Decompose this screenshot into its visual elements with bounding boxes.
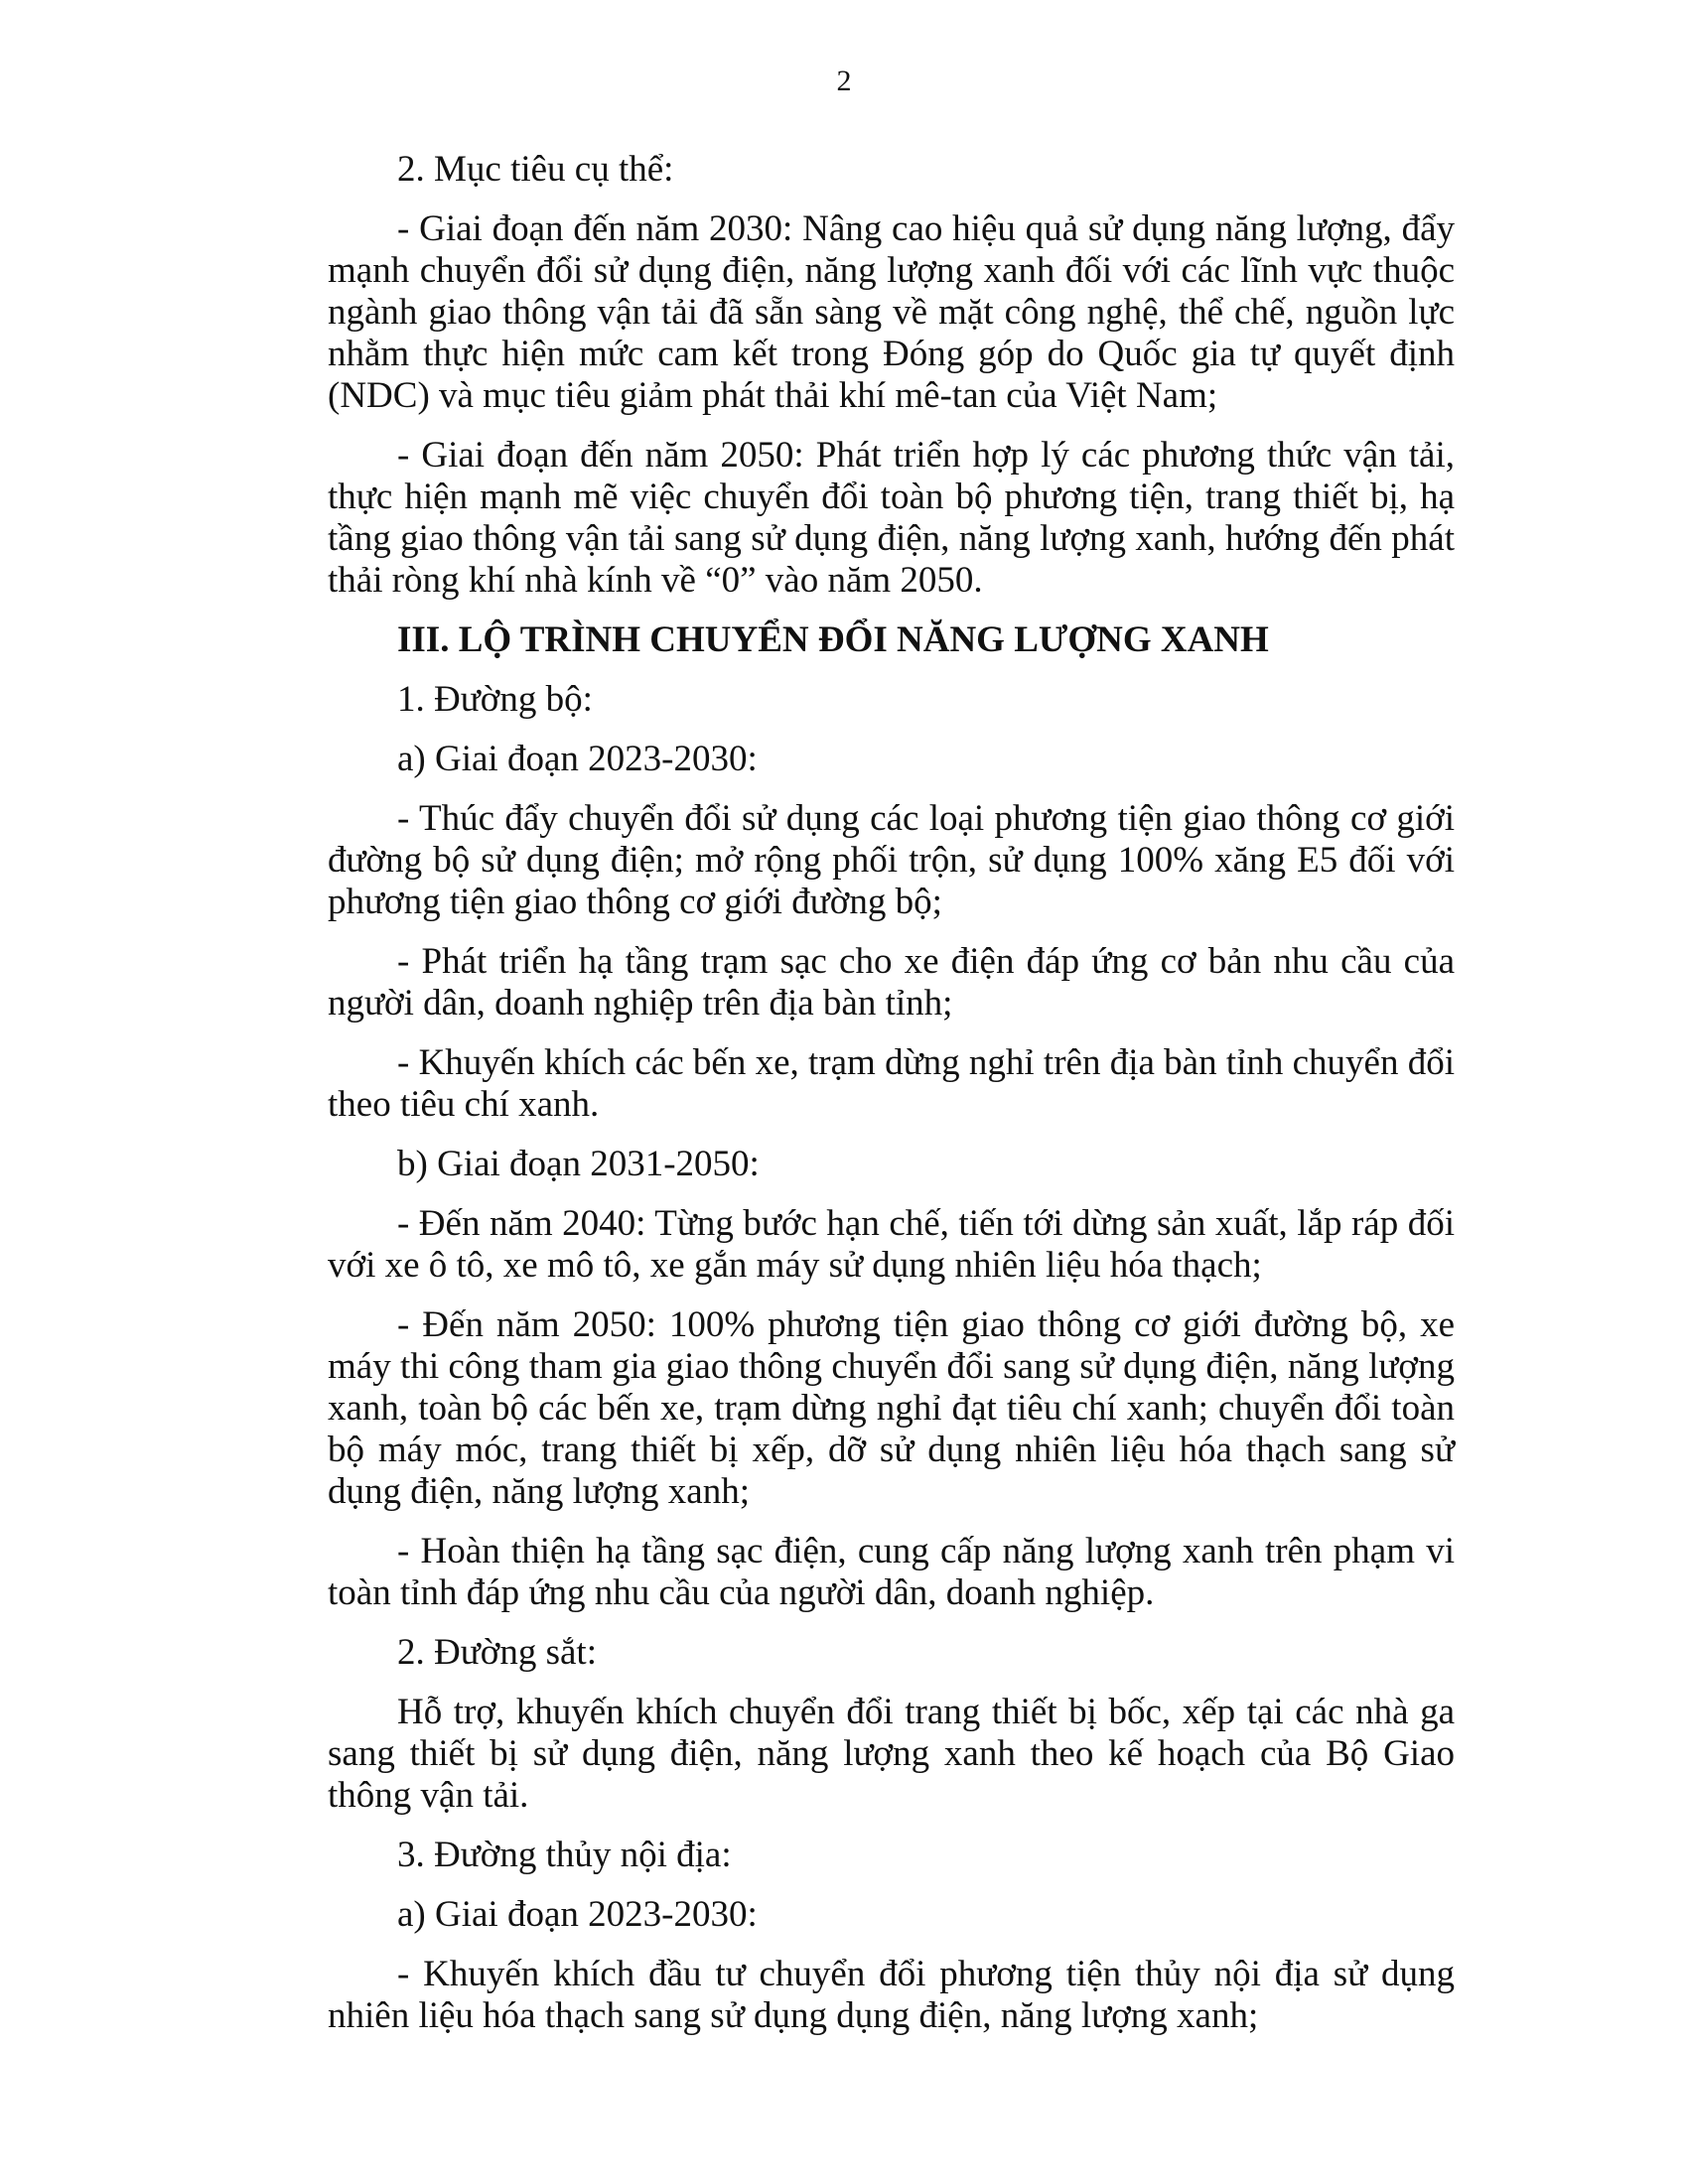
paragraph-2030-goal: - Giai đoạn đến năm 2030: Nâng cao hiệu quả sử dụng năng lượng, đẩy mạnh chuyển đổi sử dụng điện, năng lượng xanh đối với các lĩnh vực thuộc ngành giao thông vận tải đã sẵn sàng về mặt công nghệ, thể chế, nguồn lực nhằm thực hiện mức cam kết trong Đóng góp do Quốc gia tự quyết định (NDC) và mục tiêu giảm phát thải khí mê-tan của Việt Nam;: [328, 208, 1455, 416]
document-body: [328, 149, 1455, 2055]
paragraph-road-item-3: - Khuyến khích các bến xe, trạm dừng nghỉ trên địa bàn tỉnh chuyển đổi theo tiêu chí xanh.: [328, 1042, 1455, 1125]
paragraph-road-item-1: - Thúc đẩy chuyển đổi sử dụng các loại phương tiện giao thông cơ giới đường bộ sử dụng điện; mở rộng phối trộn, sử dụng 100% xăng E5 đối với phương tiện giao thông cơ giới đường bộ;: [328, 798, 1455, 922]
paragraph-railway-item: Hỗ trợ, khuyến khích chuyển đổi trang thiết bị bốc, xếp tại các nhà ga sang thiết bị sử dụng điện, năng lượng xanh theo kế hoạch của Bộ Giao thông vận tải.: [328, 1692, 1455, 1816]
paragraph-road-phase-b: b) Giai đoạn 2031-2050:: [397, 1144, 760, 1184]
paragraph-road-item-2: - Phát triển hạ tầng trạm sạc cho xe điện đáp ứng cơ bản nhu cầu của người dân, doanh nghiệp trên địa bàn tỉnh;: [328, 941, 1455, 1024]
paragraph-waterway-phase-a: a) Giai đoạn 2023-2030:: [397, 1894, 758, 1935]
paragraph-2050-goal: - Giai đoạn đến năm 2050: Phát triển hợp lý các phương thức vận tải, thực hiện mạnh mẽ việc chuyển đổi toàn bộ phương tiện, trang thiết bị, hạ tầng giao thông vận tải sang sử dụng điện, năng lượng xanh, hướng đến phát thải ròng khí nhà kính về “0” vào năm 2050.: [328, 435, 1455, 601]
paragraph-waterway-item-1: - Khuyến khích đầu tư chuyển đổi phương tiện thủy nội địa sử dụng nhiên liệu hóa thạch sang sử dụng dụng điện, năng lượng xanh;: [328, 1954, 1455, 2036]
paragraph-road: 1. Đường bộ:: [397, 679, 593, 720]
paragraph-road-phase-a: a) Giai đoạn 2023-2030:: [397, 739, 758, 779]
paragraph-railway: 2. Đường sắt:: [397, 1632, 597, 1673]
paragraph-road-item-4: - Đến năm 2040: Từng bước hạn chế, tiến tới dừng sản xuất, lắp ráp đối với xe ô tô, xe mô tô, xe gắn máy sử dụng nhiên liệu hóa thạch;: [328, 1203, 1455, 1286]
paragraph-specific-goals: 2. Mục tiêu cụ thể:: [397, 149, 674, 190]
page-number: 2: [836, 65, 852, 97]
paragraph-inland-waterway: 3. Đường thủy nội địa:: [397, 1835, 732, 1875]
paragraph-road-item-6: - Hoàn thiện hạ tầng sạc điện, cung cấp năng lượng xanh trên phạm vi toàn tỉnh đáp ứng nhu cầu của người dân, doanh nghiệp.: [328, 1531, 1455, 1613]
paragraph-road-item-5: - Đến năm 2050: 100% phương tiện giao thông cơ giới đường bộ, xe máy thi công tham gia giao thông chuyển đổi sang sử dụng điện, năng lượng xanh, toàn bộ các bến xe, trạm dừng nghỉ đạt tiêu chí xanh; chuyển đổi toàn bộ máy móc, trang thiết bị xếp, dỡ sử dụng nhiên liệu hóa thạch sang sử dụng điện, năng lượng xanh;: [328, 1304, 1455, 1512]
section-heading: III. LỘ TRÌNH CHUYỂN ĐỔI NĂNG LƯỢNG XANH: [397, 619, 1269, 660]
